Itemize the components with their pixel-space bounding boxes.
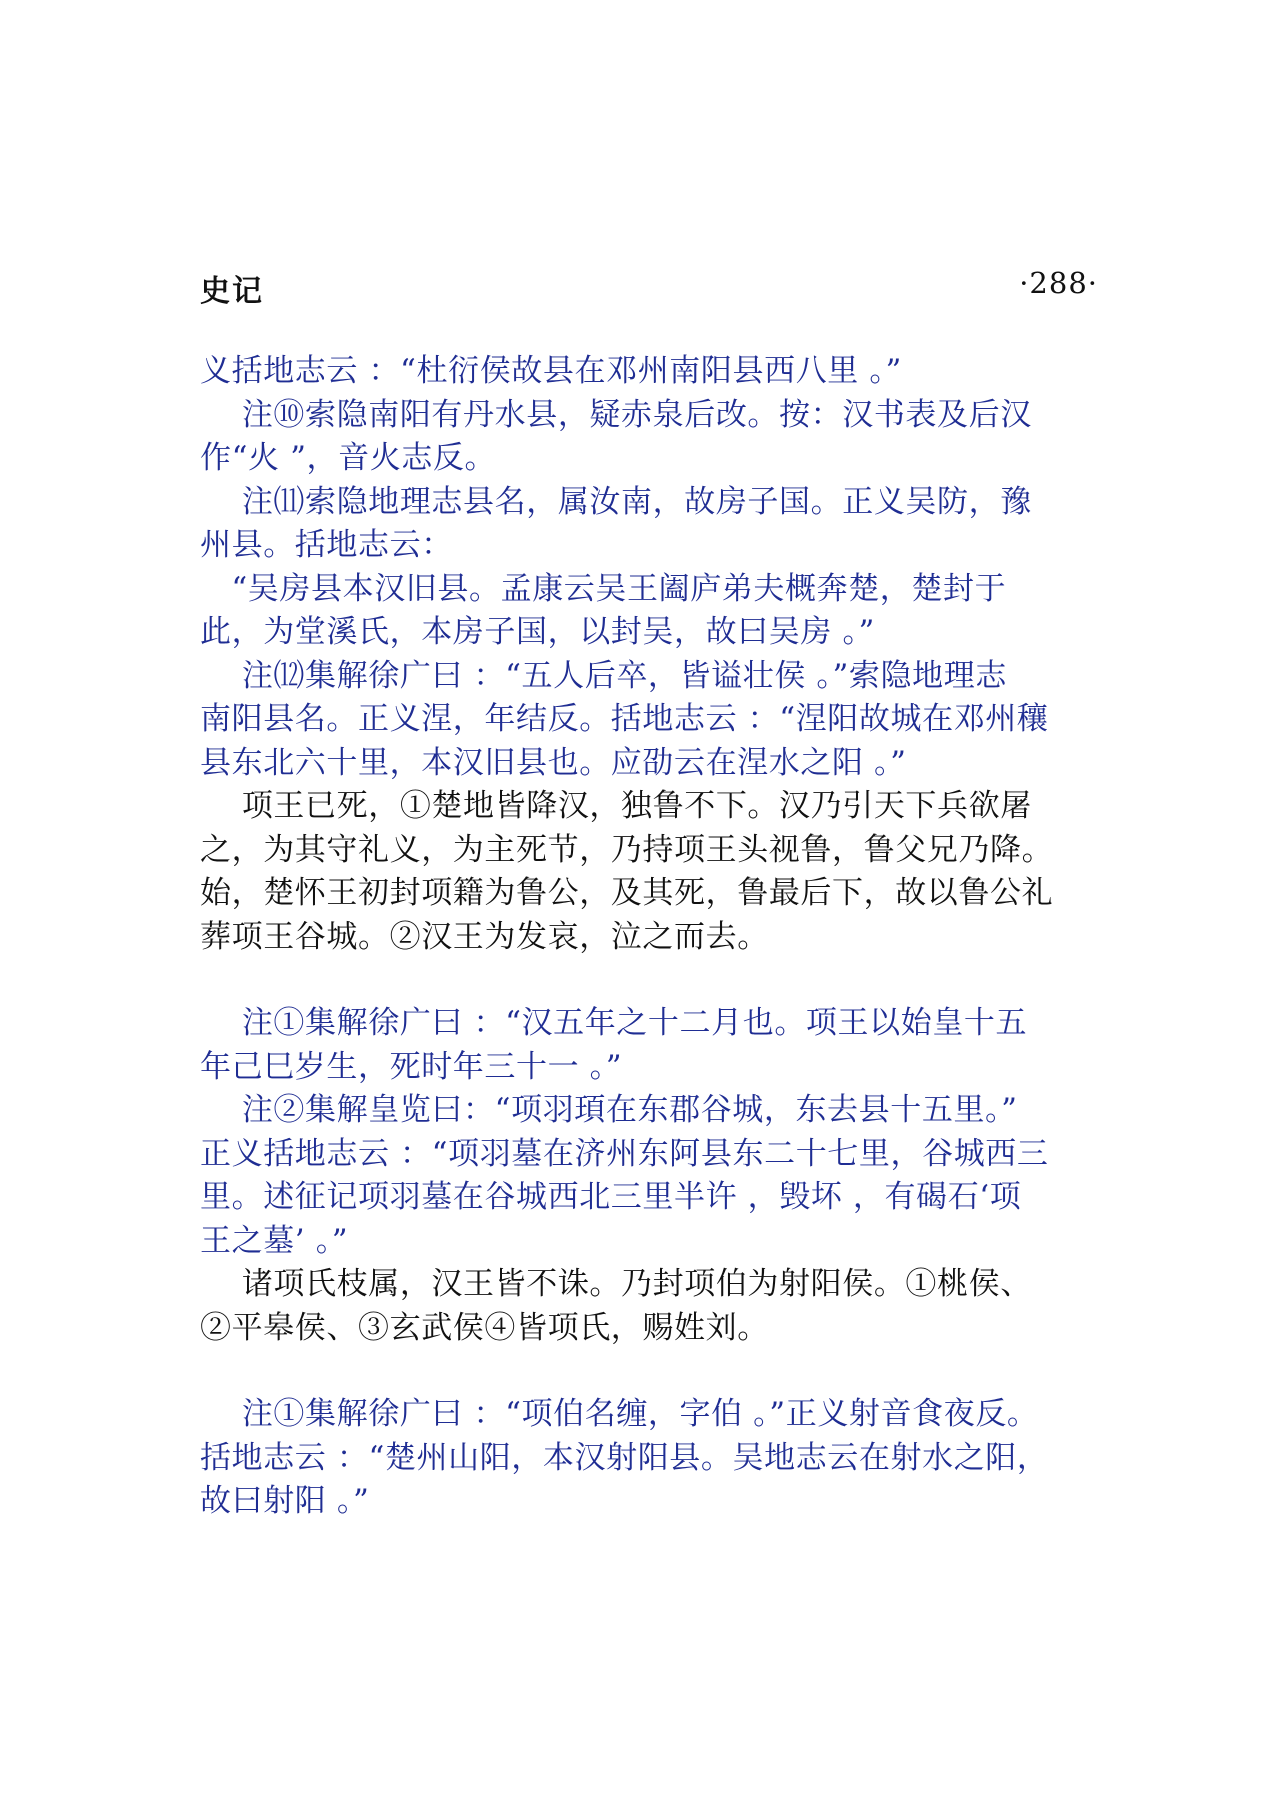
page-header [200,266,1098,310]
annotation-line: 正义括地志云 ：“项羽墓在济州东阿县东二十七里，谷城西三 [200,1135,1049,1172]
annotation-line: 故曰射阳 。” [200,1483,370,1519]
page-number: ·288· [1019,266,1098,300]
annotation-line: 注①集解徐广曰 ：“汉五年之十二月也。项王以始皇十五 [200,1005,1028,1041]
book-title: 史记 [200,274,264,309]
annotation-line: 里。述征记项羽墓在谷城西北三里半许 ，毁坏 ，有碣石‘项 [200,1179,1022,1215]
annotation-line: 州县。括地志云： [200,527,453,563]
annotation-line: 注①集解徐广曰 ：“项伯名缠，字伯 。”正义射音食夜反。 [200,1396,1039,1432]
annotation-line: 作“火 ”，音火志反。 [200,440,497,476]
main-text-line: 项王已死，①楚地皆降汉，独鲁不下。汉乃引天下兵欲屠 [200,788,1032,824]
annotation-line: 注⑾索隐地理志县名，属汝南，故房子国。正义吴防，豫 [200,483,1032,520]
paragraph-gap [200,959,1105,1002]
main-text-line: 始，楚怀王初封项籍为鲁公，及其死，鲁最后下，故以鲁公礼 [200,875,1054,911]
annotation-line: 注②集解皇览曰：“项羽頊在东郡谷城，东去县十五里。” [200,1092,1018,1128]
annotation-line: 此，为堂溪氏，本房子国，以封吴，故曰吴房 。” [200,614,875,650]
annotation-line: 县东北六十里，本汉旧县也。应劭云在涅水之阳 。” [200,744,907,781]
annotation-line: 南阳县名。正义涅，年结反。括地志云 ：“涅阳故城在邓州穰 [200,701,1049,737]
annotation-line: 王之墓’ 。” [200,1222,349,1259]
annotation-line: “吴房县本汉旧县。孟康云吴王阖庐弟夫概奔楚，楚封于 [200,570,1007,607]
page-body [200,350,1105,1524]
annotation-line: 义括地志云 ：“杜衍侯故县在邓州南阳县西八里 。” [200,353,902,389]
annotation-line: 注⑿集解徐广曰 ：“五人后卒，皆谥壮侯 。”索隐地理志 [200,657,1007,694]
main-text-line: 之，为其守礼义，为主死节，乃持项王头视鲁，鲁父兄乃降。 [200,831,1054,868]
paragraph-gap [200,1350,1105,1393]
main-text-line: 葬项王谷城。②汉王为发哀，泣之而去。 [200,918,769,955]
main-text-line: ②平皋侯、③玄武侯④皆项氏，赐姓刘。 [200,1309,769,1346]
annotation-line: 年己巳岁生，死时年三十一 。” [200,1048,623,1085]
main-text-line: 诸项氏枝属，汉王皆不诛。乃封项伯为射阳侯。①桃侯、 [200,1266,1032,1302]
annotation-line: 注⑩索隐南阳有丹水县，疑赤泉后改。按：汉书表及后汉 [200,396,1032,433]
annotation-line: 括地志云 ：“楚州山阳，本汉射阳县。吴地志云在射水之阳， [200,1439,1049,1476]
